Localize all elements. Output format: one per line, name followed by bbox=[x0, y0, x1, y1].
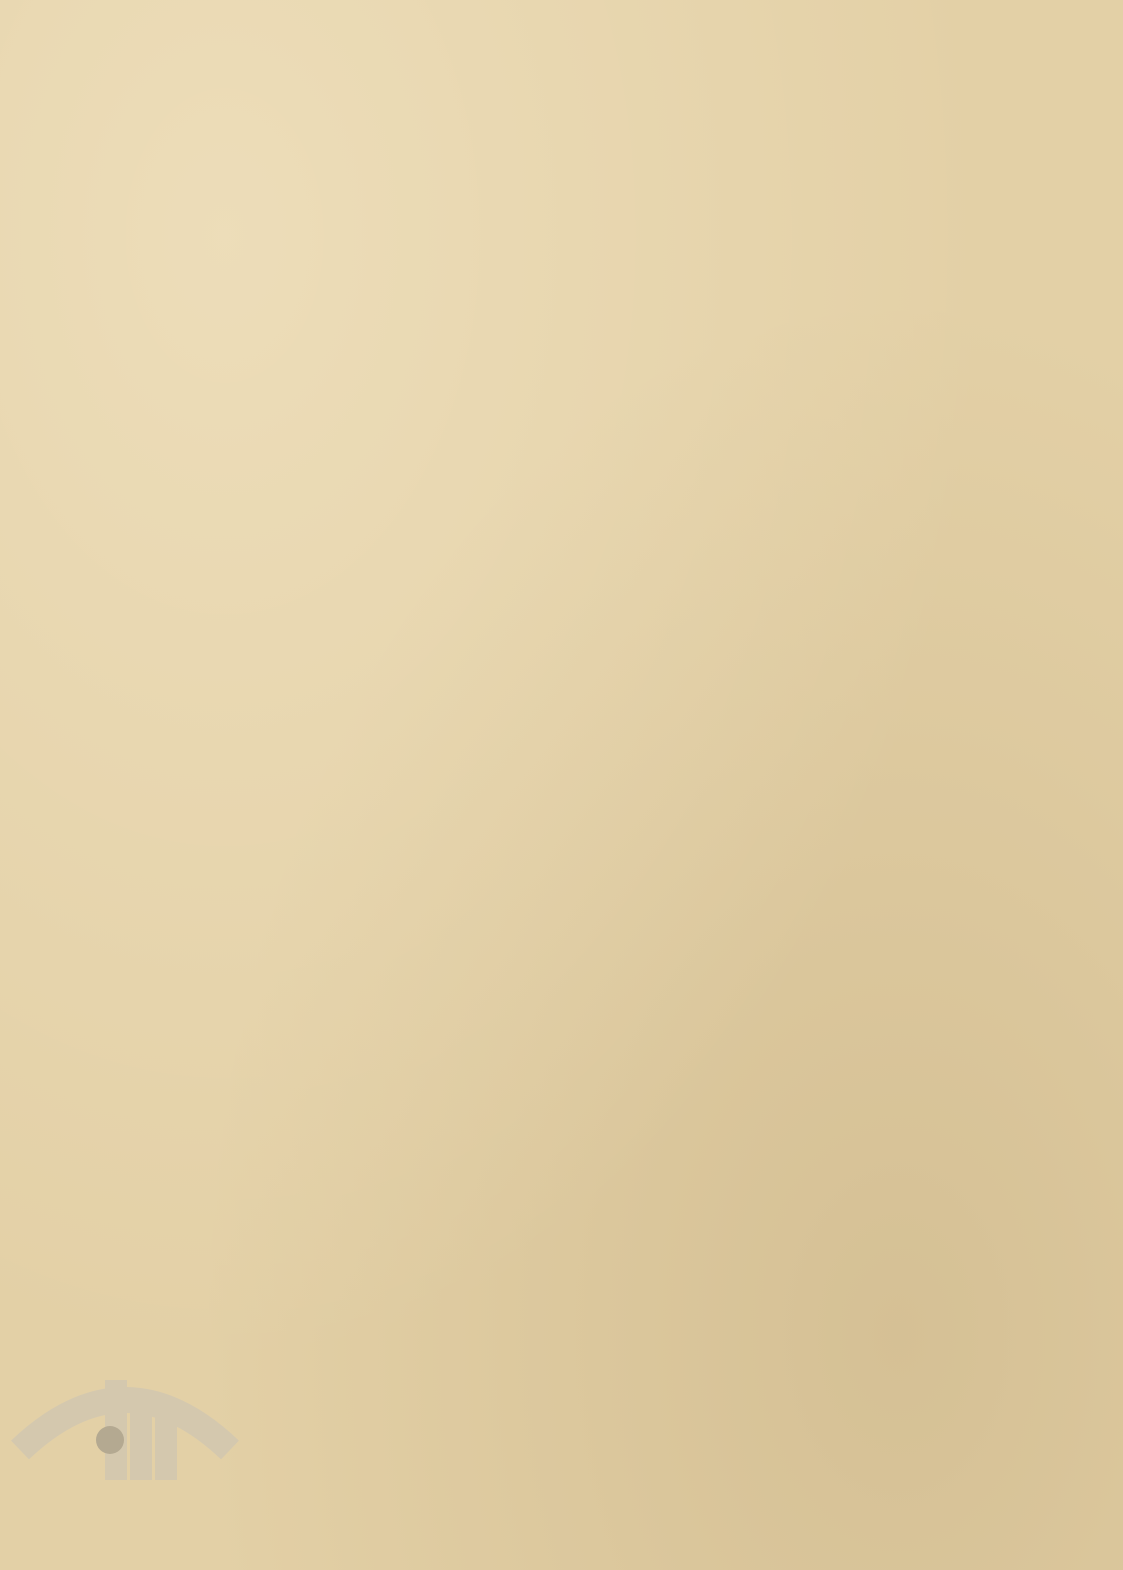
header-hist-b bbox=[140, 1150, 180, 1240]
